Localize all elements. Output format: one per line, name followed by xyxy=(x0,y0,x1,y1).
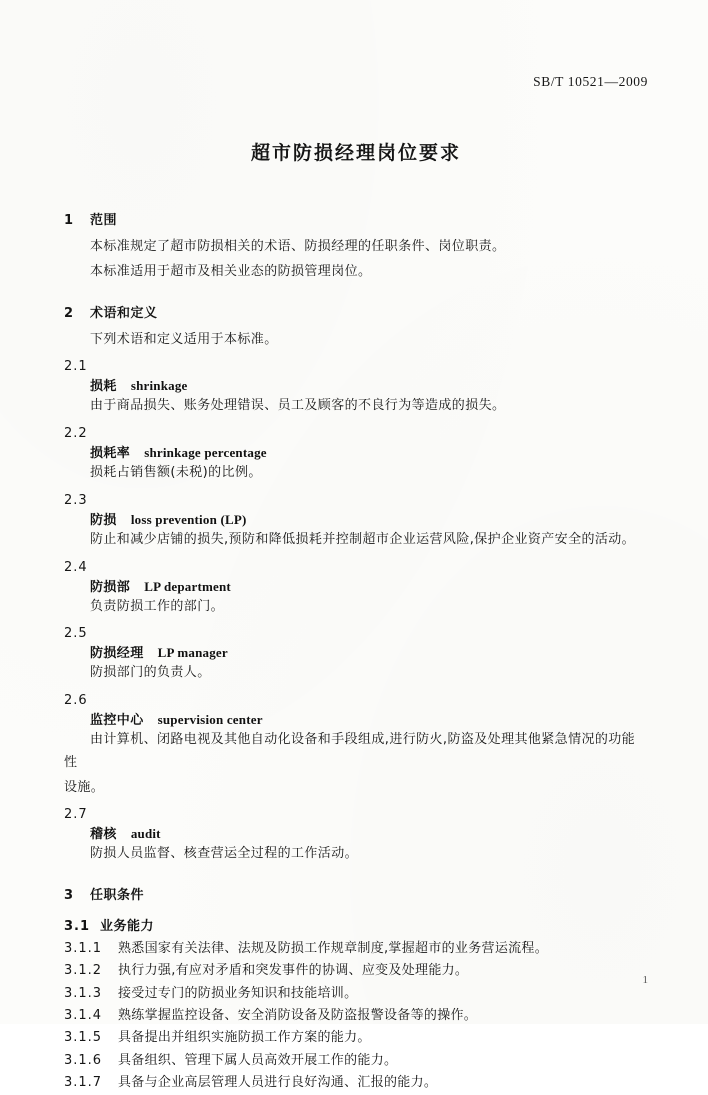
list-item xyxy=(64,1005,648,1027)
item-number: 3.1.1 xyxy=(64,941,103,956)
section-1-paragraph-1: 本标准规定了超市防损相关的术语、防损经理的任职条件、岗位职责。 xyxy=(90,239,506,254)
term-en-2-6: supervision center xyxy=(157,712,263,727)
term-2-6 xyxy=(64,709,648,728)
section-2-paragraph-1: 下列术语和定义适用于本标准。 xyxy=(90,331,278,347)
item-number: 3.1.5 xyxy=(64,1030,103,1046)
term-2-3 xyxy=(64,509,648,528)
clause-number-2-2: 2.2 xyxy=(64,426,88,441)
term-2-1 xyxy=(64,375,648,394)
term-cn-2-7: 稽核 xyxy=(90,827,117,843)
item-number: 3.1.2 xyxy=(64,963,103,979)
item-number: 3.1.6 xyxy=(64,1052,103,1068)
term-definition-2-5: 防损部门的负责人。 xyxy=(90,665,211,681)
term-definition-2-6: 由计算机、闭路电视及其他自动化设备和手段组成,进行防火,防盗及处理其他紧急情况的功能性 xyxy=(64,732,636,770)
clause-number-2-7: 2.7 xyxy=(64,807,88,823)
term-definition-2-3: 防止和减少店铺的损失,预防和降低损耗并控制超市企业运营风险,保护企业资产安全的活动。 xyxy=(90,531,636,547)
item-number: 3.1.3 xyxy=(64,985,103,1001)
item-text: 具备组织、管理下属人员高效开展工作的能力。 xyxy=(118,1052,398,1068)
term-en-2-2: shrinkage percentage xyxy=(144,445,267,460)
item-number: 3.1.7 xyxy=(64,1075,103,1091)
term-en-2-5: LP manager xyxy=(157,645,228,661)
term-2-2 xyxy=(64,442,648,461)
clause-number-2-5: 2.5 xyxy=(64,626,88,642)
clause-number-2-6: 2.6 xyxy=(64,693,88,708)
term-en-2-4: LP department xyxy=(144,578,231,594)
term-definition-2-6-cont: 设施。 xyxy=(64,779,105,795)
standard-number: SB/T 10521—2009 xyxy=(533,74,648,89)
list-item xyxy=(64,938,648,960)
item-text: 具备提出并组织实施防损工作方案的能力。 xyxy=(118,1030,371,1046)
term-2-7 xyxy=(64,823,648,842)
subsection-number-3-1: 3.1 xyxy=(64,919,91,934)
term-cn-2-1: 损耗 xyxy=(90,379,117,395)
list-item xyxy=(64,1072,648,1094)
page-number: 1 xyxy=(642,974,648,986)
list-item xyxy=(64,983,648,1005)
section-title-3: 任职条件 xyxy=(90,888,145,903)
section-heading-1 xyxy=(64,209,648,228)
section-title-1: 范围 xyxy=(90,213,118,228)
subsection-title-3-1: 业务能力 xyxy=(100,919,155,934)
term-definition-2-4: 负责防损工作的部门。 xyxy=(90,598,225,614)
subsection-heading-3-1 xyxy=(64,915,648,934)
clause-number-2-4: 2.4 xyxy=(64,559,88,575)
term-cn-2-4: 防损部 xyxy=(90,579,131,595)
item-text: 熟悉国家有关法律、法规及防损工作规章制度,掌握超市的业务营运流程。 xyxy=(118,941,549,956)
term-2-4 xyxy=(64,576,648,595)
section-heading-2 xyxy=(64,302,648,321)
section-number-1: 1 xyxy=(64,213,74,228)
item-text: 执行力强,有应对矛盾和突发事件的协调、应变及处理能力。 xyxy=(118,963,469,979)
section-heading-3 xyxy=(64,884,648,903)
page-title: 超市防损经理岗位要求 xyxy=(250,142,461,164)
title-block xyxy=(64,74,648,165)
term-cn-2-5: 防损经理 xyxy=(90,646,144,662)
term-definition-2-2: 损耗占销售额(未税)的比例。 xyxy=(90,465,262,480)
item-number: 3.1.4 xyxy=(64,1008,103,1024)
term-en-2-3: loss prevention (LP) xyxy=(130,511,247,527)
term-cn-2-3: 防损 xyxy=(90,512,117,528)
term-2-5 xyxy=(64,642,648,661)
section-title-2: 术语和定义 xyxy=(90,305,158,321)
term-en-2-1: shrinkage xyxy=(130,378,188,394)
clause-number-2-3: 2.3 xyxy=(64,492,88,508)
list-item xyxy=(64,1050,648,1072)
section-number-3: 3 xyxy=(64,888,74,903)
clause-number-2-1: 2.1 xyxy=(64,359,88,375)
section-number-2: 2 xyxy=(64,305,74,321)
section-1-paragraph-2: 本标准适用于超市及相关业态的防损管理岗位。 xyxy=(90,263,372,279)
list-item xyxy=(64,1027,648,1049)
term-cn-2-2: 损耗率 xyxy=(90,446,131,461)
list-item xyxy=(64,960,648,982)
item-text: 具备与企业高层管理人员进行良好沟通、汇报的能力。 xyxy=(118,1075,438,1091)
item-text: 接受过专门的防损业务知识和技能培训。 xyxy=(118,985,358,1001)
item-text: 熟练掌握监控设备、安全消防设备及防盗报警设备等的操作。 xyxy=(118,1008,478,1024)
term-definition-2-7: 防损人员监督、核查营运全过程的工作活动。 xyxy=(90,846,359,862)
document-content xyxy=(64,74,648,1095)
term-definition-2-1: 由于商品损失、账务处理错误、员工及顾客的不良行为等造成的损失。 xyxy=(90,398,506,414)
term-cn-2-6: 监控中心 xyxy=(90,713,144,728)
term-en-2-7: audit xyxy=(130,826,161,842)
